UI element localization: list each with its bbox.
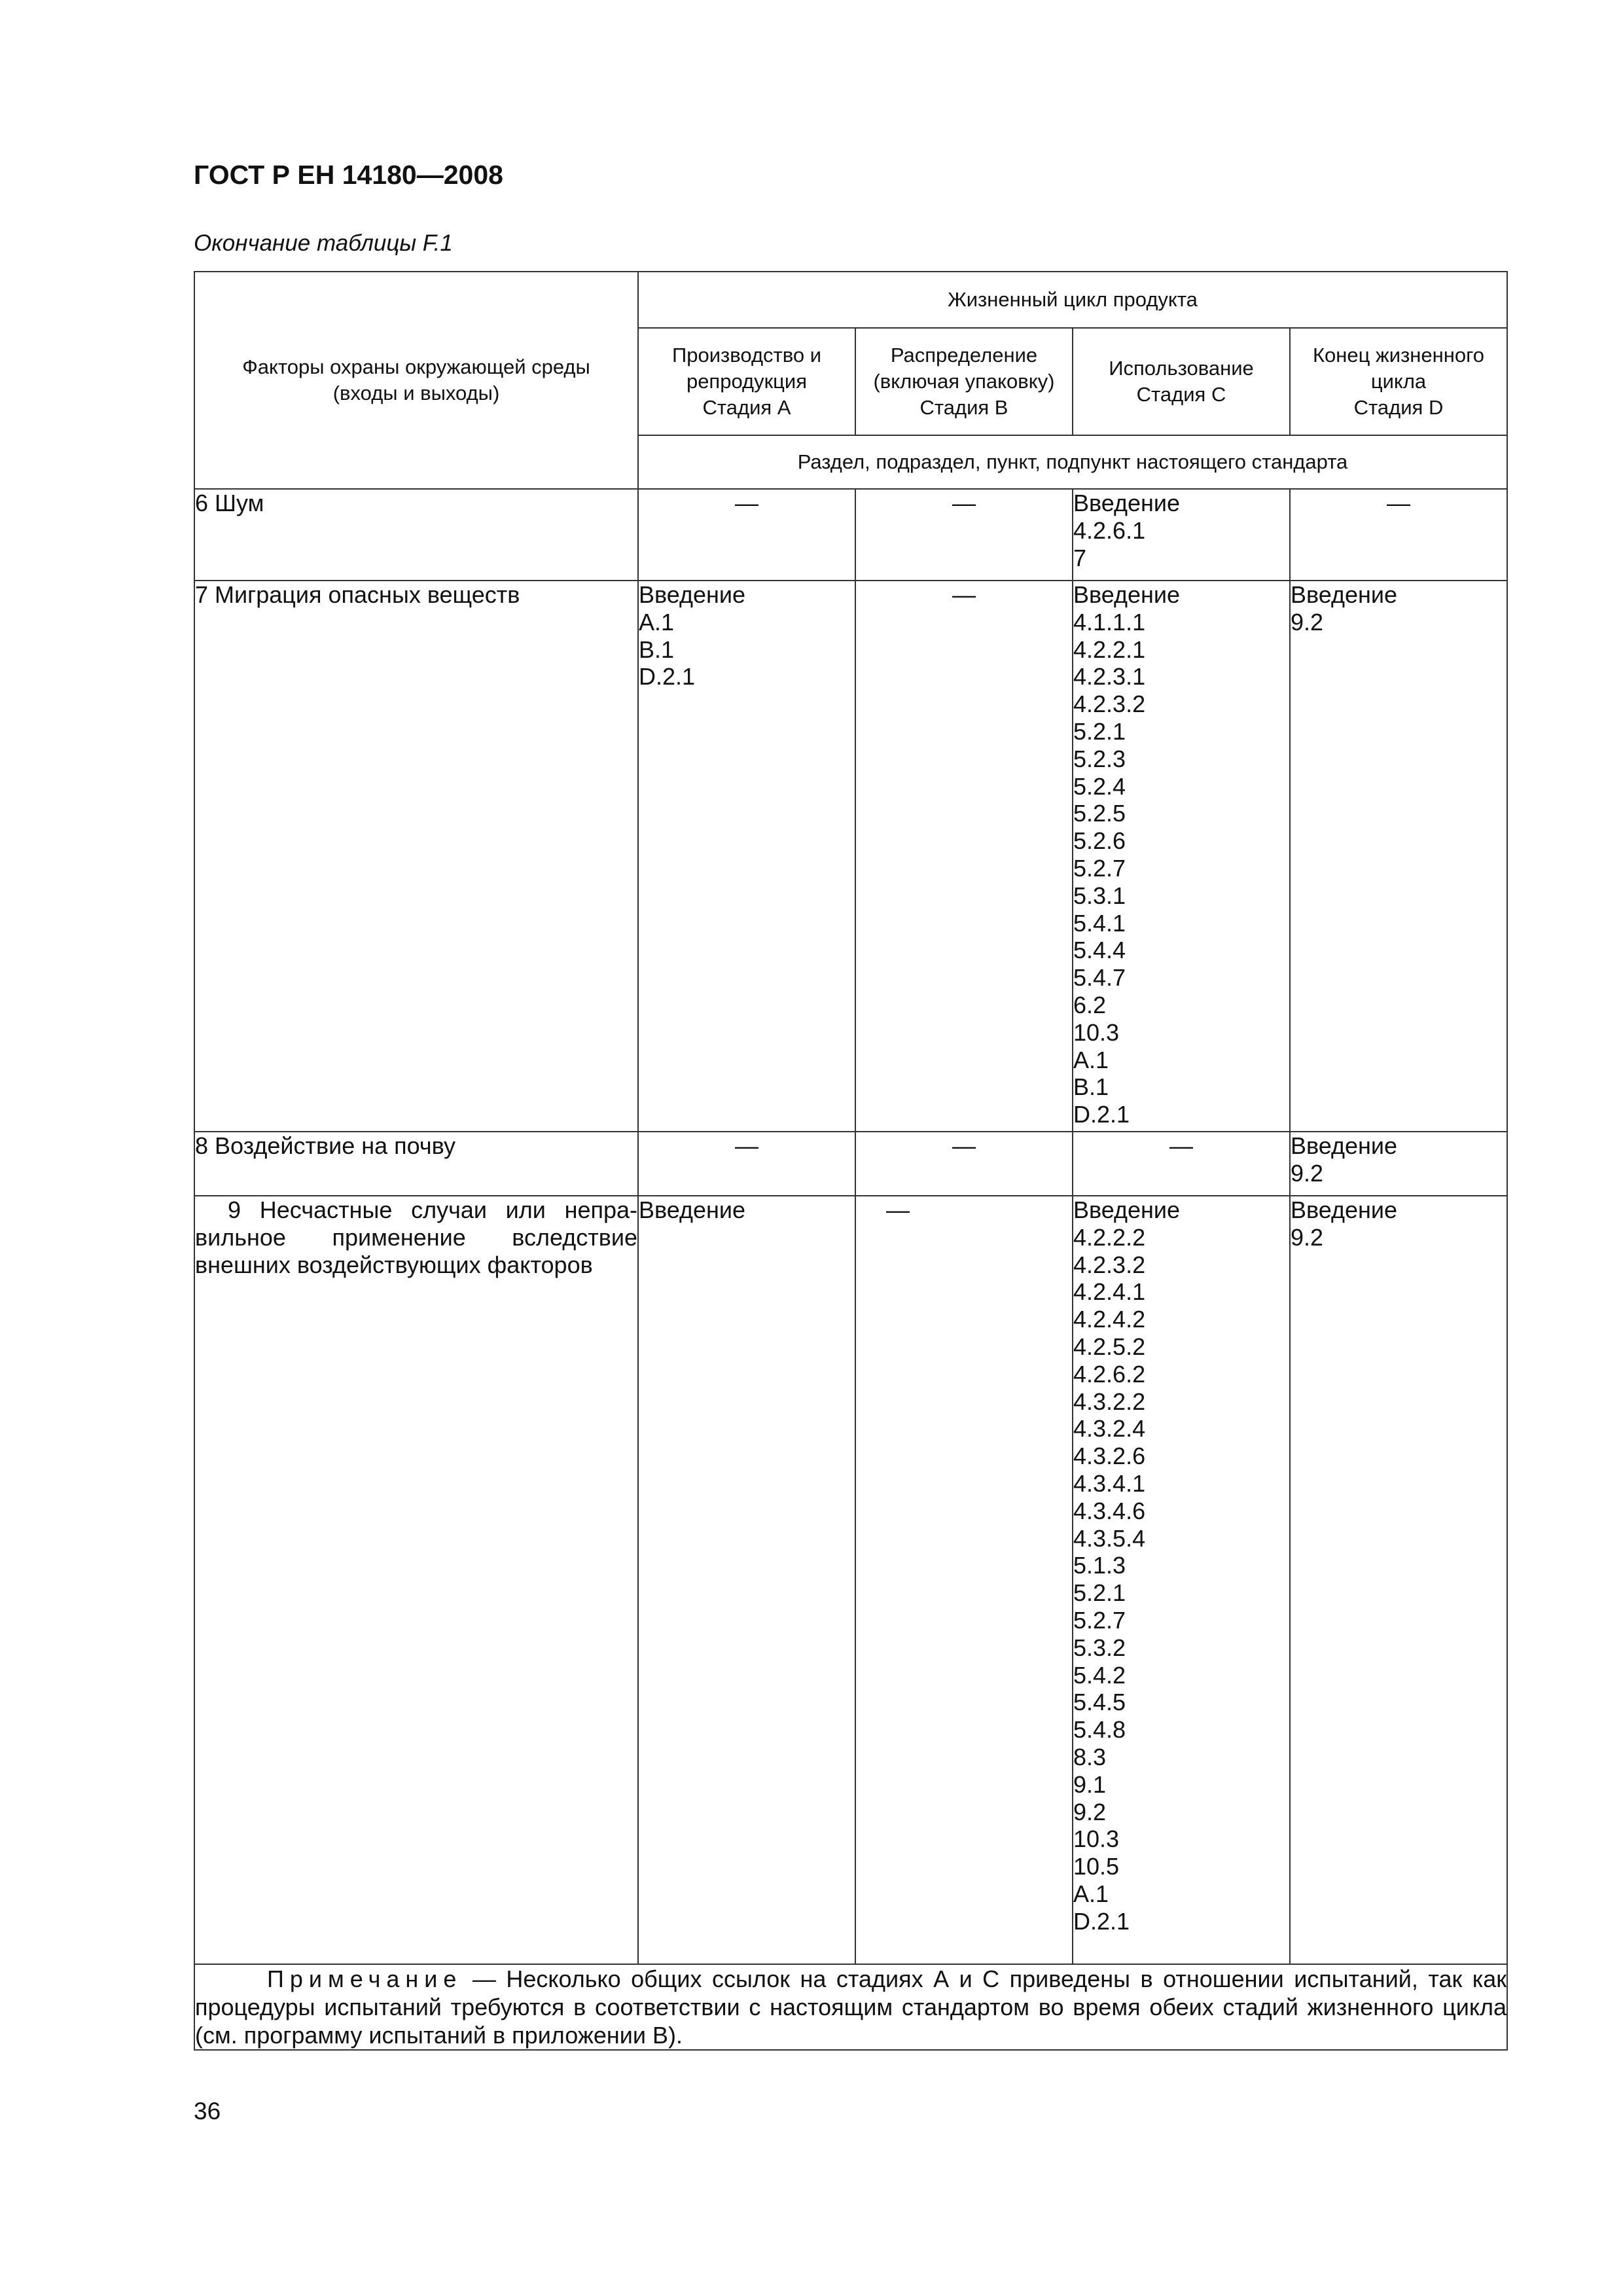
factor-cell: 8 Воздействие на почву — [194, 1132, 638, 1196]
reference-item: Введение — [1291, 1196, 1398, 1223]
reference-item: 5.3.2 — [1073, 1634, 1126, 1661]
table-caption: Окончание таблицы F.1 — [194, 230, 453, 256]
stage-d-cell: — — [1290, 489, 1507, 581]
reference-item: 5.1.3 — [1073, 1552, 1126, 1579]
stage-b-cell: — — [855, 1196, 1073, 1964]
table-row — [194, 1196, 1507, 1964]
reference-item: 9.2 — [1291, 608, 1324, 636]
reference-item: Введение — [639, 581, 746, 608]
reference-item: Введение — [1073, 1196, 1181, 1223]
environmental-factors-table — [194, 271, 1508, 2051]
reference-item: 5.4.1 — [1073, 909, 1126, 937]
reference-item: 4.1.1.1 — [1073, 608, 1146, 636]
reference-item: 4.3.4.1 — [1073, 1469, 1146, 1497]
reference-item: 4.2.6.2 — [1073, 1360, 1146, 1388]
reference-item: 4.3.4.6 — [1073, 1497, 1146, 1524]
stage-a-line1: Производство и — [671, 344, 822, 367]
stage-c-cell — [1073, 1196, 1290, 1964]
reference-item: D.2.1 — [1073, 1101, 1130, 1128]
reference-item: 5.4.7 — [1073, 964, 1126, 992]
stage-b-line3: Стадия В — [919, 396, 1008, 419]
reference-item: А.1 — [639, 608, 675, 636]
reference-item: 5.2.5 — [1073, 800, 1126, 827]
reference-item: 5.4.4 — [1073, 937, 1126, 964]
stage-c-line1: Использование — [1109, 357, 1254, 380]
stage-c-cell — [1073, 581, 1290, 1132]
stage-a-line2: репродукция — [686, 370, 808, 393]
reference-item: D.2.1 — [639, 663, 696, 691]
reference-item: 10.3 — [1073, 1018, 1120, 1046]
reference-item: 5.2.3 — [1073, 745, 1126, 772]
reference-item: А.1 — [1073, 1046, 1109, 1073]
reference-item: D.2.1 — [1073, 1907, 1130, 1935]
reference-item: 5.2.4 — [1073, 772, 1126, 800]
table-row — [194, 581, 1507, 1132]
stage-a-cell: — — [638, 489, 855, 581]
stage-d-line1: Конец жизненного — [1313, 344, 1485, 367]
reference-item: 5.2.7 — [1073, 1606, 1126, 1634]
stage-a-cell: — — [638, 1132, 855, 1196]
stage-b-line2: (включая упаковку) — [873, 370, 1055, 393]
stage-a-cell — [638, 1196, 855, 1964]
stage-d-cell — [1290, 1196, 1507, 1964]
reference-item: 4.2.3.2 — [1073, 691, 1146, 718]
stage-d-line2: цикла — [1370, 370, 1427, 393]
reference-item: 5.2.6 — [1073, 827, 1126, 855]
factor-line: 9 Несчастные случаи или непра- — [228, 1196, 637, 1223]
reference-item: 8.3 — [1073, 1743, 1107, 1770]
table-row — [194, 1132, 1507, 1196]
reference-item: 5.4.2 — [1073, 1661, 1126, 1689]
note-text: — Несколько общих ссылок на стадиях А и С приведены в отношении испытаний, так как процедуры испытаний требуются в соответствии с настоящим стандартом во время обеих стадий жизненного цикла (см. программу испытаний в приложении В). — [195, 1965, 1507, 2049]
reference-item: 9.2 — [1073, 1798, 1107, 1825]
reference-item: 4.3.2.4 — [1073, 1415, 1146, 1443]
reference-item: 5.2.1 — [1073, 1579, 1126, 1607]
page-number: 36 — [194, 2098, 221, 2125]
reference-item: 9.1 — [1073, 1770, 1107, 1798]
reference-item: 4.2.4.2 — [1073, 1306, 1146, 1333]
table-row — [194, 489, 1507, 581]
factor-column-header — [194, 272, 638, 489]
stage-d-line3: Стадия D — [1353, 396, 1444, 419]
stage-a-header — [638, 328, 855, 435]
reference-item: 5.2.1 — [1073, 717, 1126, 745]
factor-cell: 6 Шум — [194, 489, 638, 581]
reference-item: 10.3 — [1073, 1825, 1120, 1853]
reference-header: Раздел, подраздел, пункт, подпункт настоящего стандарта — [638, 435, 1507, 489]
reference-item: 4.3.5.4 — [1073, 1524, 1146, 1552]
stage-b-line1: Распределение — [890, 344, 1038, 367]
header-row-lifecycle — [194, 272, 1507, 328]
reference-item: А.1 — [1073, 1880, 1109, 1907]
reference-item: 10.5 — [1073, 1853, 1120, 1880]
note-row — [194, 1964, 1507, 2050]
factor-line: вильное применение вследствие — [195, 1223, 637, 1251]
stage-b-header — [855, 328, 1073, 435]
note-label: Примечание — [267, 1965, 463, 1992]
stage-b-cell: — — [855, 581, 1073, 1132]
document-title: ГОСТ Р ЕН 14180—2008 — [194, 160, 503, 190]
reference-item: 5.2.7 — [1073, 854, 1126, 882]
reference-item: 5.4.5 — [1073, 1689, 1126, 1716]
reference-item: 4.2.3.2 — [1073, 1251, 1146, 1278]
stage-d-cell — [1290, 1132, 1507, 1196]
reference-item: 9.2 — [1291, 1159, 1324, 1187]
reference-item: 4.2.3.1 — [1073, 663, 1146, 691]
reference-item: Введение — [1073, 490, 1181, 516]
stage-b-cell: — — [855, 489, 1073, 581]
factor-line: внешних воздействующих факторов — [195, 1251, 593, 1278]
reference-item: 6.2 — [1073, 991, 1107, 1018]
stage-c-line2: Стадия С — [1136, 383, 1226, 406]
stage-a-line3: Стадия А — [702, 396, 791, 419]
reference-item: 5.3.1 — [1073, 882, 1126, 909]
reference-item: В.1 — [1073, 1073, 1109, 1101]
reference-item: Введение — [1073, 581, 1181, 608]
reference-item: В.1 — [639, 636, 675, 663]
factor-column-header-text: Факторы охраны окружающей среды (входы и выходы) — [242, 355, 590, 404]
reference-item: 4.2.2.2 — [1073, 1223, 1146, 1251]
reference-item: 4.3.2.6 — [1073, 1443, 1146, 1470]
reference-item: Введение — [639, 1196, 746, 1223]
stage-c-header — [1073, 328, 1290, 435]
factor-cell: 7 Миграция опасных веществ — [194, 581, 638, 1132]
note-cell — [194, 1964, 1507, 2050]
reference-item: 4.2.4.1 — [1073, 1278, 1146, 1306]
reference-item: 4.2.2.1 — [1073, 636, 1146, 663]
lifecycle-header: Жизненный цикл продукта — [638, 272, 1507, 328]
reference-item: 4.2.6.1 — [1073, 516, 1146, 544]
reference-item: 5.4.8 — [1073, 1716, 1126, 1744]
factor-cell — [194, 1196, 638, 1964]
stage-c-cell: — — [1073, 1132, 1290, 1196]
reference-item: Введение — [1291, 581, 1398, 608]
reference-item: 9.2 — [1291, 1223, 1324, 1251]
reference-item: 7 — [1073, 544, 1087, 571]
stage-a-cell — [638, 581, 855, 1132]
reference-item: 4.3.2.2 — [1073, 1388, 1146, 1415]
stage-d-header — [1290, 328, 1507, 435]
reference-item: 4.2.5.2 — [1073, 1333, 1146, 1360]
reference-item: Введение — [1291, 1132, 1398, 1159]
stage-d-cell — [1290, 581, 1507, 1132]
stage-b-cell: — — [855, 1132, 1073, 1196]
stage-c-cell — [1073, 489, 1290, 581]
